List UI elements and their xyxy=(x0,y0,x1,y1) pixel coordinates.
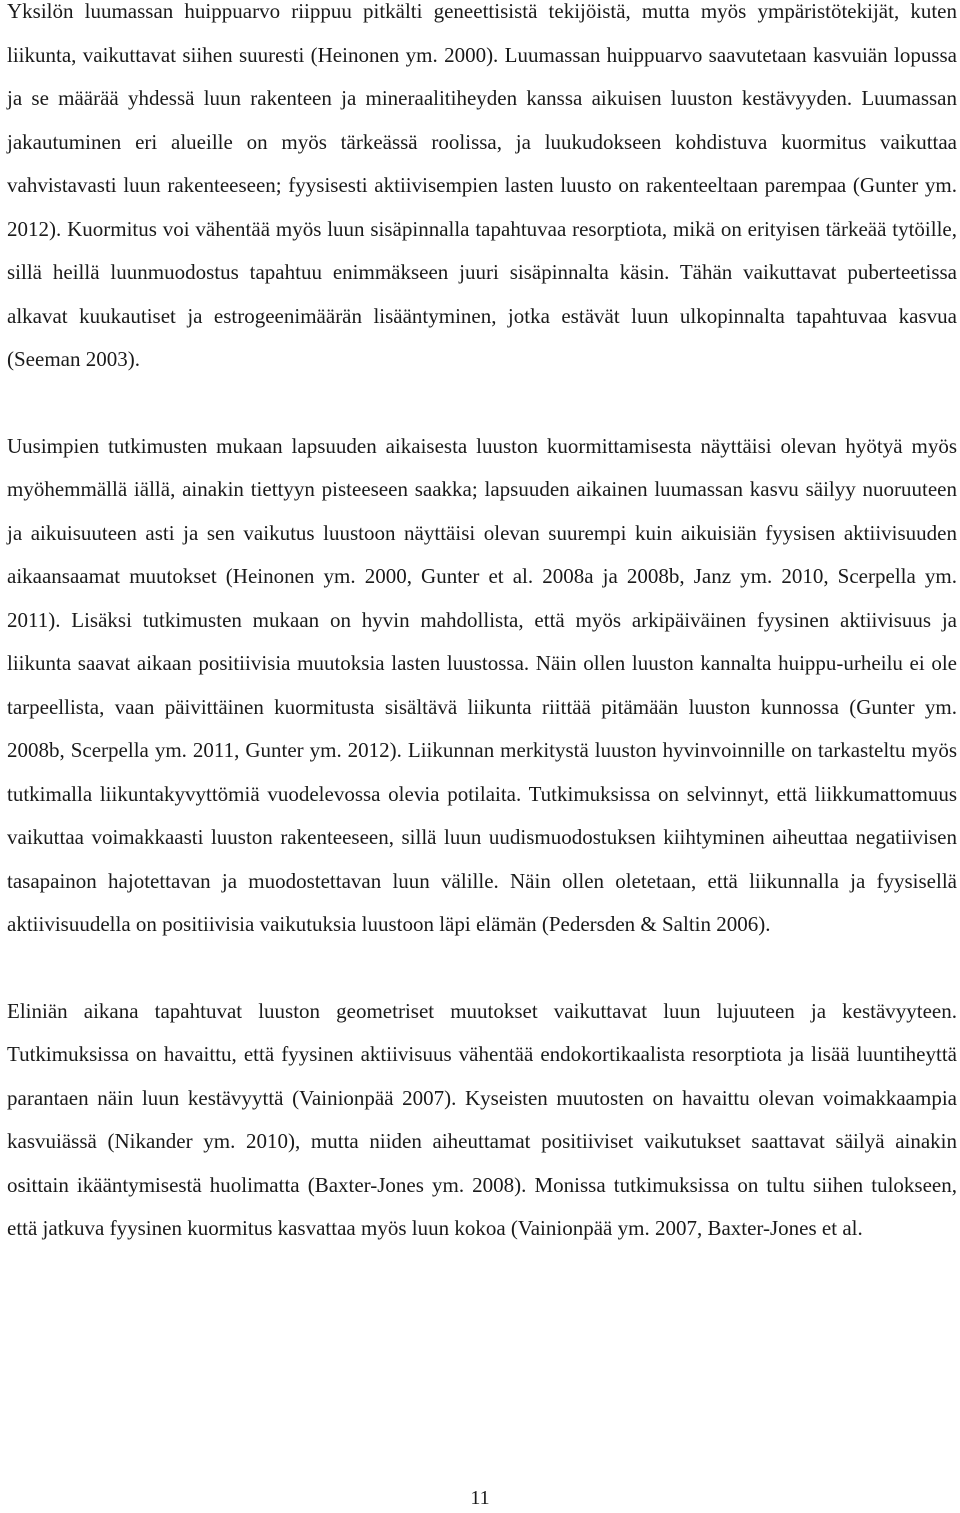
paragraph-geometric-changes: Eliniän aikana tapahtuvat luuston geometriset muutokset vaikuttavat luun lujuuteen ja kestävyyteen. Tutkimuksissa on havaittu, että fyysinen aktiivisuus vähentää endokortikaalista resorptiota ja lisää luuntiheyttä parantaen näin luun kestävyyttä (Vainionpää 2007). Kyseisten muutosten on havaittu olevan voimakkaampia kasvuiässä (Nikander ym. 2010), mutta niiden aiheuttamat positiiviset vaikutukset saattavat säilyä ainakin osittain ikääntymisestä huolimatta (Baxter-Jones ym. 2008). Monissa tutkimuksissa on tultu siihen tulokseen, että jatkuva fyysinen kuormitus kasvattaa myös luun kokoa (Vainionpää ym. 2007, Baxter-Jones et al. xyxy=(7,998,957,1240)
page-number: 11 xyxy=(470,1487,490,1509)
document-page xyxy=(7,0,957,1251)
paragraph-bone-mass-peak: Yksilön luumassan huippuarvo riippuu pitkälti geneettisistä tekijöistä, mutta myös ympäristötekijät, kuten liikunta, vaikuttavat siihen suuresti (Heinonen ym. 2000). Luumassan huippuarvo saavutetaan kasvuiän lopussa ja se määrää yhdessä luun rakenteen ja mineraalitiheyden kanssa aikuisen luuston kestävyyden. Luumassan jakautuminen eri alueille on myös tärkeässä roolissa, ja luukudokseen kohdistuva kuormitus vaikuttaa vahvistavasti luun rakenteeseen; fyysisesti aktiivisempien lasten luusto on rakenteeltaan parempaa (Gunter ym. 2012). Kuormitus voi vähentää myös luun sisäpinnalla tapahtuvaa resorptiota, mikä on erityisen tärkeää tytöille, sillä heillä luunmuodostus tapahtuu enimmäkseen juuri sisäpinnalta käsin. Tähän vaikuttavat puberteetissa alkavat kuukautiset ja estrogeenimäärän lisääntyminen, jotka estävät luun ulkopinnalta tapahtuvaa kasvua (Seeman 2003). xyxy=(7,0,957,371)
paragraph-childhood-loading: Uusimpien tutkimusten mukaan lapsuuden aikaisesta luuston kuormittamisesta näyttäisi olevan hyötyä myös myöhemmällä iällä, ainakin tiettyyn pisteeseen saakka; lapsuuden aikainen luumassan kasvu säilyy nuoruuteen ja aikuisuuteen asti ja sen vaikutus luustoon näyttäisi olevan suurempi kuin aikuisiän fyysisen aktiivisuuden aikaansaamat muutokset (Heinonen ym. 2000, Gunter et al. 2008a ja 2008b, Janz ym. 2010, Scerpella ym. 2011). Lisäksi tutkimusten mukaan on hyvin mahdollista, että myös arkipäiväinen fyysinen aktiivisuus ja liikunta saavat aikaan positiivisia muutoksia lasten luustossa. Näin ollen luuston kannalta huippu-urheilu ei ole tarpeellista, vaan päivittäinen kuormitusta sisältävä liikunta riittää pitämään luuston kunnossa (Gunter ym. 2008b, Scerpella ym. 2011, Gunter ym. 2012). Liikunnan merkitystä luuston hyvinvoinnille on tarkasteltu myös tutkimalla liikuntakyvyttömiä vuodelevossa olevia potilaita. Tutkimuksissa on selvinnyt, että liikkumattomuus vaikuttaa voimakkaasti luuston rakenteeseen, sillä luun uudismuodostuksen kiihtyminen aiheuttaa negatiivisen tasapainon hajotettavan ja muodostettavan luun välille. Näin ollen oletetaan, että liikunnalla ja fyysisellä aktiivisuudella on positiivisia vaikutuksia luustoon läpi elämän (Pedersden & Saltin 2006). xyxy=(7,433,957,936)
